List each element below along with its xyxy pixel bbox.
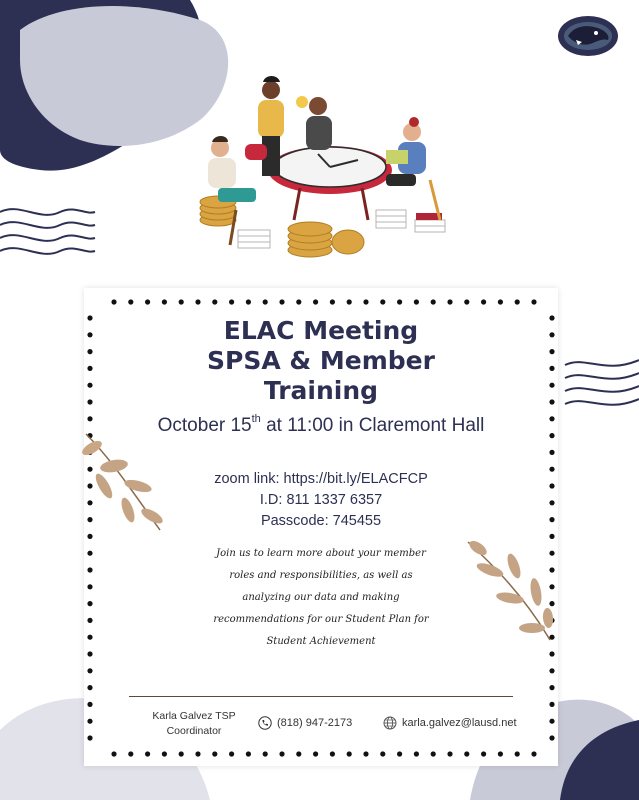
meeting-passcode: Passcode: 745455: [260, 513, 382, 529]
event-title: [84, 316, 558, 406]
contact-name-line-2: Coordinator: [166, 725, 222, 737]
contact-name: [134, 709, 254, 739]
event-description: Join us to learn more about your member roles and responsibilities, as well as analyzing our data and making recommendations for our Student Plan for Student Achievement: [213, 548, 429, 647]
event-date-location: [124, 412, 518, 440]
contact-email: [383, 716, 517, 730]
right-leaf-branch: [464, 536, 556, 646]
title-line-3: Training: [263, 376, 379, 405]
jaguar-logo: [556, 12, 620, 60]
phone-number[interactable]: (818) 947-2173: [277, 717, 353, 729]
meeting-id: I.D: 811 1337 6357: [259, 492, 383, 508]
globe-icon: [383, 716, 397, 730]
contact-name-line-1: Karla Galvez TSP: [152, 710, 236, 722]
date-time-location: at 11:00 in Claremont Hall: [260, 415, 485, 436]
contact-phone: [258, 716, 352, 730]
title-line-1: ELAC Meeting: [223, 316, 419, 345]
right-wave-lines: [565, 360, 639, 405]
top-left-wave-lines: [0, 209, 95, 254]
date-ordinal-suffix: th: [251, 413, 261, 425]
meeting-table-illustration: [190, 70, 460, 270]
date-prefix: October 15: [157, 415, 252, 436]
email-address[interactable]: karla.galvez@lausd.net: [402, 717, 517, 729]
zoom-details: [84, 469, 558, 532]
event-card: [84, 288, 558, 766]
footer-divider: [129, 696, 513, 697]
phone-icon: [258, 716, 272, 730]
title-line-2: SPSA & Member: [207, 346, 435, 375]
zoom-link[interactable]: zoom link: https://bit.ly/ELACFCP: [214, 471, 428, 487]
